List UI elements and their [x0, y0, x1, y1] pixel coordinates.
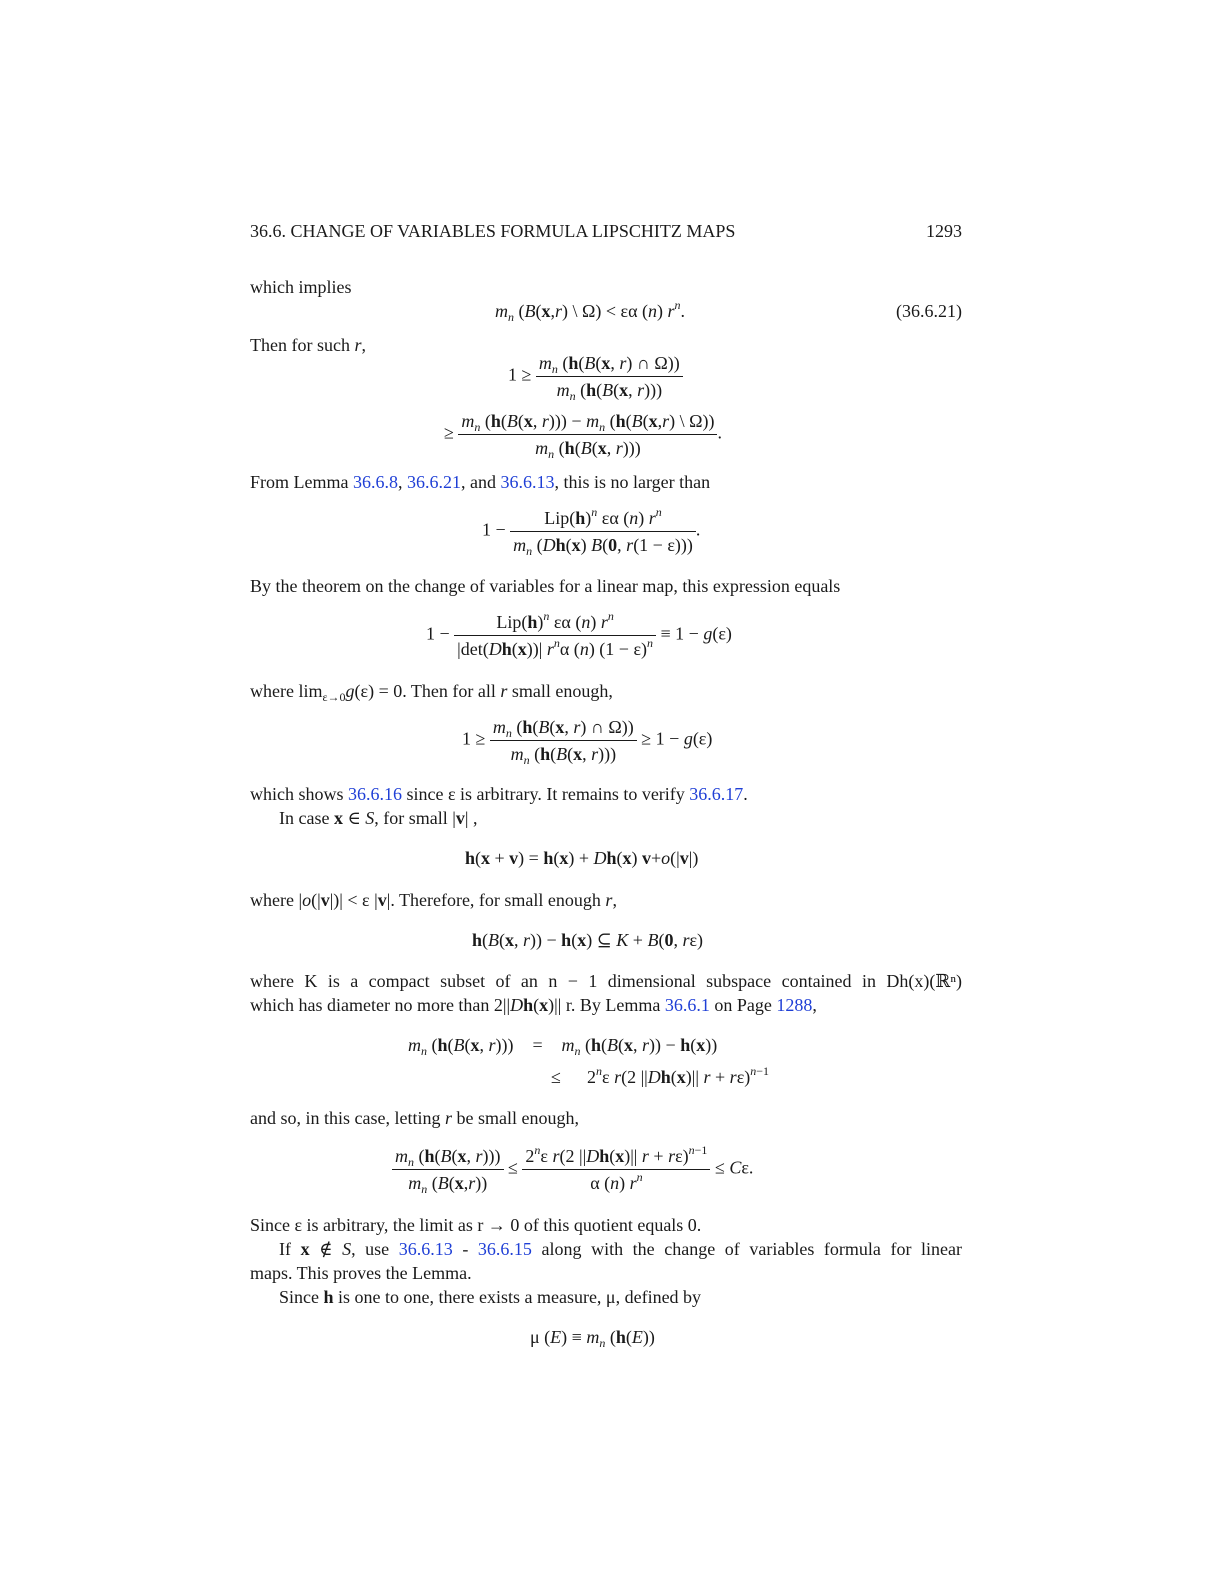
paragraph-and-so: and so, in this case, letting r be small enough,	[250, 1108, 579, 1128]
paragraph-which-shows: which shows 36.6.16 since ε is arbitrary. It remains to verify 36.6.17.	[250, 784, 748, 804]
paragraph-from-lemma: From Lemma 36.6.8, 36.6.21, and 36.6.13, this is no larger than	[250, 472, 711, 492]
ref-36-6-8[interactable]: 36.6.8	[352, 472, 398, 492]
paragraph-in-case: In case x ∈ S, for small |v| ,	[279, 808, 478, 828]
text-which-shows: which shows	[250, 784, 348, 804]
text-for-small: , for small |	[374, 808, 456, 828]
text-in-case: In case	[279, 808, 334, 828]
paragraph-if-x-notin: If x ∉ S, use 36.6.13 - 36.6.15 along with the change of variables formula for linear	[279, 1239, 963, 1259]
page-number: 1293	[926, 221, 962, 241]
text-since-eps: since ε is arbitrary. It remains to verify	[402, 784, 690, 804]
ref-36-6-21[interactable]: 36.6.21	[406, 472, 461, 492]
text-then-for-such: Then for such	[250, 335, 355, 355]
paragraph-then-for-such-r: Then for such r,	[250, 335, 366, 355]
text-and-so: and so, in this case, letting	[250, 1108, 445, 1128]
text-on-page: on Page	[709, 995, 777, 1015]
equation-image-inclusion: h(B(x, r)) − h(x) ⊆ K + B(0, rε)	[472, 930, 704, 950]
equation-measure-image-1: $m_n$ (h(B(x, $r))) = m_n$ (h(B(x, r)) − h(x))	[408, 1035, 718, 1058]
ref-36-6-17[interactable]: 36.6.17	[689, 784, 744, 804]
ref-page-1288[interactable]: 1288	[776, 995, 813, 1015]
equation-sandwich: 1 ≥ $\frac{m_n (h(B(x, r) \cap \Omega))}{m_n (h(B(x, r)))}$ ≥ 1 − g(ε)	[462, 714, 712, 767]
equation-ratio-lower-bound: 1 ≥ $\frac{m_n (h(B(x, r) \cap \Omega))}{m_n (h(B(x, r)))}$	[508, 350, 683, 403]
text-if: If	[279, 1239, 301, 1259]
equation-ratio-difference: ≥ $\frac{m_n (h(B(x, r))) - m_n (h(B(x,r) \backslash \Omega))}{m_n (h(B(x, r)))}$ .	[444, 408, 722, 461]
ref-36-6-13-b[interactable]: 36.6.13	[398, 1239, 453, 1259]
paragraph-since-h: Since h is one to one, there exists a measure, μ, defined by	[279, 1287, 702, 1307]
text-therefore: . Therefore, for small enough	[390, 890, 606, 910]
text-then-for-all: = 0. Then for all	[374, 681, 501, 701]
text-by-lemma: r. By Lemma	[561, 995, 665, 1015]
paragraph-maps-proves: maps. This proves the Lemma.	[250, 1263, 472, 1283]
paragraph-where-lim: where $\lim_{\varepsilon\to 0}g(\varepsilon) = 0$. Then for all r small enough,	[250, 681, 613, 704]
equation-36-6-21: $m_n$ (B(x,r) \ Ω) < εα (n) $r^n$.	[495, 298, 686, 324]
ref-36-6-16[interactable]: 36.6.16	[348, 784, 402, 804]
text-from-lemma: From Lemma	[250, 472, 353, 492]
text-no-larger-than: , this is no larger than	[554, 472, 711, 492]
text-one-to-one: is one to one, there exists a measure, μ, defined by	[333, 1287, 702, 1307]
paragraph-where-o: where |o(|v|)| < ε |v|. Therefore, for small enough r,	[250, 890, 617, 910]
paragraph-which-implies: which implies	[250, 277, 352, 297]
text-use: , use	[351, 1239, 399, 1259]
equation-quotient-bound: $\frac{m_n (h(B(x, r)))}{m_n (B(x,r))}$ ≤ $\frac{2^n\varepsilon r(2 ||Dh(x)|| r + r\varepsilon)^{n-1}}{\alpha (n) r^n}$ ≤ Cε.	[392, 1143, 753, 1196]
ref-36-6-15[interactable]: 36.6.15	[477, 1239, 532, 1259]
paragraph-since-eps-limit: Since ε is arbitrary, the limit as r → 0 of this quotient equals 0.	[250, 1215, 702, 1235]
text-where-lim: where lim	[250, 681, 323, 701]
paragraph-diameter: which has diameter no more than 2||Dh(x)|| r. By Lemma 36.6.1 on Page 1288,	[250, 995, 817, 1015]
equation-measure-image-2: ≤ $2^n\varepsilon$ r(2 ||Dh(x)|| r + rε)$^{n-1}$	[551, 1064, 770, 1087]
paragraph-where-K: where K is a compact subset of an n − 1 dimensional subspace contained in Dh(x)(ℝⁿ)	[250, 971, 962, 991]
equation-upper-bound-lip: 1 − $\frac{Lip(h)^n \varepsilon\alpha (n) r^n}{m_n (Dh(x) B(0, r(1 - \varepsilon)))}$ .	[482, 505, 701, 558]
equation-measure-mu: μ $(E) \equiv m_n$ (h(E))	[530, 1327, 655, 1350]
ref-36-6-13[interactable]: 36.6.13	[500, 472, 555, 492]
text-where-o: where |	[250, 890, 303, 910]
text-diameter: which has diameter no more than 2||	[250, 995, 511, 1015]
text-be-small: be small enough,	[451, 1108, 579, 1128]
text-since: Since	[279, 1287, 324, 1307]
text-small-enough: small enough,	[507, 681, 613, 701]
equation-number: (36.6.21)	[896, 301, 962, 321]
equation-g-eps: 1 − $\frac{Lip(h)^n \varepsilon\alpha (n) r^n}{|\det(Dh(x))| r^n\alpha (n) (1 - \varepsilon)^n}$ ≡ 1 − g(ε)	[426, 609, 732, 659]
section-title: 36.6. CHANGE OF VARIABLES FORMULA LIPSCHITZ MAPS	[250, 221, 736, 241]
text-along-with: along with the change of variables formula for linear	[531, 1239, 963, 1259]
equation-differentiability: h(x + v) = h(x) + Dh(x) v+o(|v|)	[465, 848, 699, 868]
paragraph-by-theorem: By the theorem on the change of variables for a linear map, this expression equals	[250, 576, 841, 596]
ref-36-6-1[interactable]: 36.6.1	[664, 995, 710, 1015]
